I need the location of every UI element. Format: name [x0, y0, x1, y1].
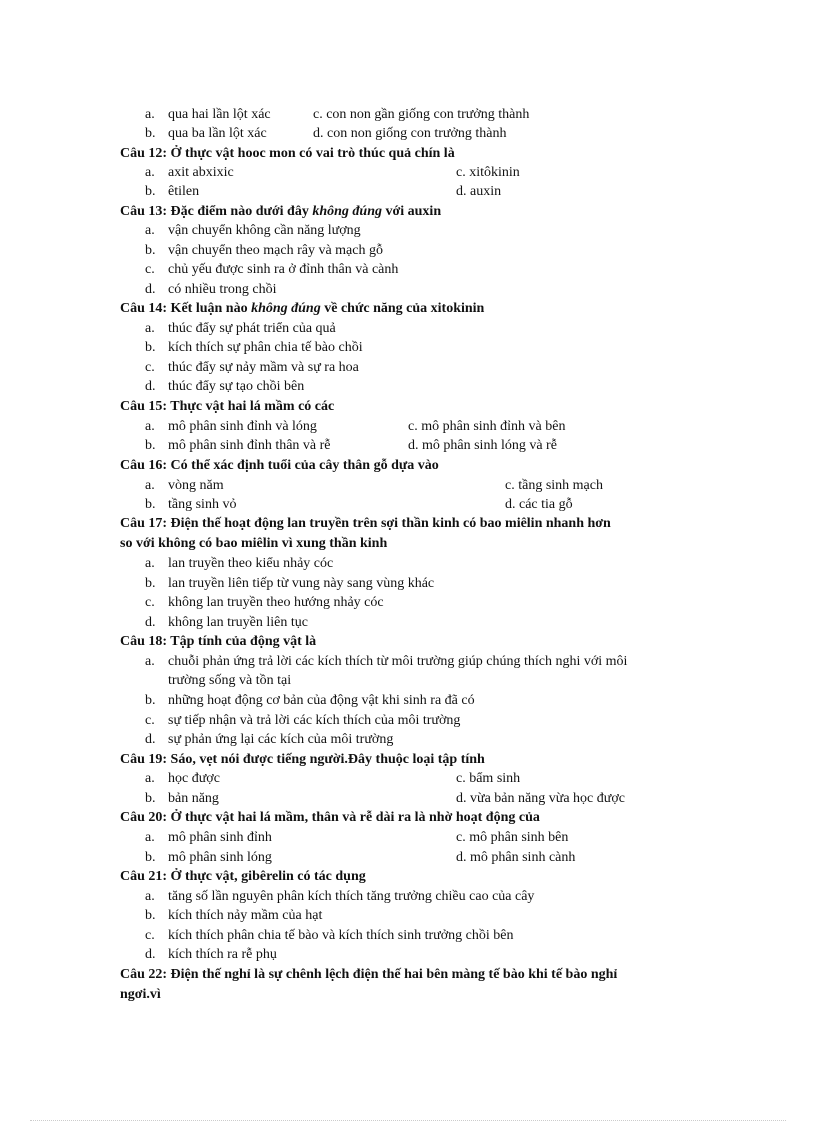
emphasis: không đúng: [312, 204, 382, 219]
option-label: d.: [145, 732, 156, 747]
page-bottom-rule: [30, 1120, 786, 1121]
question-17-cont: so với không có bao miêlin vì xung thần kinh: [120, 536, 388, 551]
option-label: a.: [145, 223, 155, 238]
question-12: Câu 12: Ở thực vật hooc mon có vai trò thúc quả chín là: [120, 146, 455, 161]
option-text: c. tầng sinh mạch: [505, 478, 603, 493]
question-18: Câu 18: Tập tính của động vật là: [120, 634, 317, 649]
option-text: qua hai lần lột xác: [168, 107, 271, 122]
question-22-cont: ngơi.vì: [120, 987, 161, 1002]
option-text: kích thích ra rễ phụ: [168, 947, 277, 962]
question-20: Câu 20: Ở thực vật hai lá mầm, thân và rễ dài ra là nhờ hoạt động của: [120, 810, 540, 825]
option-text: mô phân sinh đỉnh: [168, 830, 272, 845]
option-label: b.: [145, 791, 156, 806]
option-text: có nhiều trong chồi: [168, 282, 277, 297]
question-19: Câu 19: Sáo, vẹt nói được tiếng người.Đây thuộc loại tập tính: [120, 752, 485, 767]
option-label: b.: [145, 126, 156, 141]
option-text: sự phản ứng lại các kích của môi trường: [168, 732, 394, 747]
option-label: b.: [145, 497, 156, 512]
option-label: b.: [145, 184, 156, 199]
option-text: d. các tia gỗ: [505, 497, 573, 512]
option-text: d. mô phân sinh cành: [456, 850, 576, 865]
option-text: kích thích sự phân chia tế bào chồi: [168, 340, 363, 355]
option-label: a.: [145, 830, 155, 845]
option-label: a.: [145, 556, 155, 571]
question-15: Câu 15: Thực vật hai lá mầm có các: [120, 399, 335, 414]
option-label: a.: [145, 321, 155, 336]
option-text: êtilen: [168, 184, 200, 199]
option-text: d. vừa bản năng vừa học được: [456, 791, 625, 806]
option-text: không lan truyền theo hướng nhảy cóc: [168, 595, 384, 610]
option-text: mô phân sinh lóng: [168, 850, 272, 865]
option-text: lan truyền theo kiểu nhảy cóc: [168, 556, 334, 571]
option-label: b.: [145, 243, 156, 258]
option-label: b.: [145, 438, 156, 453]
option-text: vận chuyển theo mạch rây và mạch gỗ: [168, 243, 383, 258]
option-label: c.: [145, 595, 155, 610]
option-text: chủ yếu được sinh ra ở đỉnh thân và cành: [168, 262, 399, 277]
option-label: d.: [145, 282, 156, 297]
option-label: b.: [145, 908, 156, 923]
option-text: axit abxixic: [168, 165, 234, 180]
option-text: thúc đẩy sự tạo chồi bên: [168, 379, 305, 394]
option-text: học được: [168, 771, 220, 786]
option-text: bản năng: [168, 791, 219, 806]
option-label: a.: [145, 771, 155, 786]
option-text: d. con non giống con trưởng thành: [313, 126, 507, 141]
option-label: b.: [145, 576, 156, 591]
option-label: a.: [145, 419, 155, 434]
option-text: mô phân sinh đỉnh và lóng: [168, 419, 317, 434]
option-text: c. xitôkinin: [456, 165, 520, 180]
option-label: b.: [145, 693, 156, 708]
option-label: c.: [145, 360, 155, 375]
option-text: kích thích phân chia tế bào và kích thích sinh trưởng chồi bên: [168, 928, 514, 943]
option-label: a.: [145, 165, 155, 180]
option-text: lan truyền liên tiếp từ vung này sang vùng khác: [168, 576, 435, 591]
option-text: c. mô phân sinh đỉnh và bên: [408, 419, 566, 434]
option-text: c. bẩm sinh: [456, 771, 521, 786]
option-label: d.: [145, 615, 156, 630]
option-text: sự tiếp nhận và trả lời các kích thích của môi trường: [168, 713, 461, 728]
option-label: c.: [145, 713, 155, 728]
option-text: d. auxin: [456, 184, 502, 199]
question-16: Câu 16: Có thể xác định tuổi của cây thân gỗ dựa vào: [120, 458, 439, 473]
option-text: qua ba lần lột xác: [168, 126, 267, 141]
option-text: thúc đẩy sự phát triển của quả: [168, 321, 336, 336]
option-label: d.: [145, 379, 156, 394]
option-text: vòng năm: [168, 478, 224, 493]
option-text: chuỗi phản ứng trả lời các kích thích từ môi trường giúp chúng thích nghi với môi: [168, 654, 628, 669]
emphasis: không đúng: [251, 301, 321, 316]
option-label: a.: [145, 889, 155, 904]
option-label: a.: [145, 107, 155, 122]
option-text: những hoạt động cơ bản của động vật khi sinh ra đã có: [168, 693, 475, 708]
option-label: a.: [145, 478, 155, 493]
question-17: Câu 17: Điện thế hoạt động lan truyền trên sợi thần kinh có bao miêlin nhanh hơn: [120, 516, 611, 531]
question-14: Câu 14: Kết luận nào không đúng về chức năng của xitokinin: [120, 301, 485, 316]
option-label: c.: [145, 928, 155, 943]
option-text: c. mô phân sinh bên: [456, 830, 569, 845]
option-label: b.: [145, 850, 156, 865]
option-text: tăng số lần nguyên phân kích thích tăng trưởng chiều cao của cây: [168, 889, 535, 904]
option-text: mô phân sinh đỉnh thân và rễ: [168, 438, 331, 453]
option-label: c.: [145, 262, 155, 277]
question-13: Câu 13: Đặc điểm nào dưới đây không đúng với auxin: [120, 204, 442, 219]
option-label: a.: [145, 654, 155, 669]
question-21: Câu 21: Ở thực vật, gibêrelin có tác dụng: [120, 869, 366, 884]
option-text: thúc đẩy sự nảy mầm và sự ra hoa: [168, 360, 359, 375]
option-text-cont: trường sống và tồn tại: [168, 673, 292, 688]
option-text: không lan truyền liên tục: [168, 615, 308, 630]
option-label: b.: [145, 340, 156, 355]
option-text: vận chuyển không cần năng lượng: [168, 223, 361, 238]
option-label: d.: [145, 947, 156, 962]
option-text: d. mô phân sinh lóng và rễ: [408, 438, 557, 453]
option-text: c. con non gần giống con trưởng thành: [313, 107, 530, 122]
option-text: kích thích nảy mầm của hạt: [168, 908, 323, 923]
option-text: tầng sinh vỏ: [168, 497, 237, 512]
question-22: Câu 22: Điện thế nghỉ là sự chênh lệch điện thế hai bên màng tế bào khi tế bào nghỉ: [120, 967, 618, 982]
